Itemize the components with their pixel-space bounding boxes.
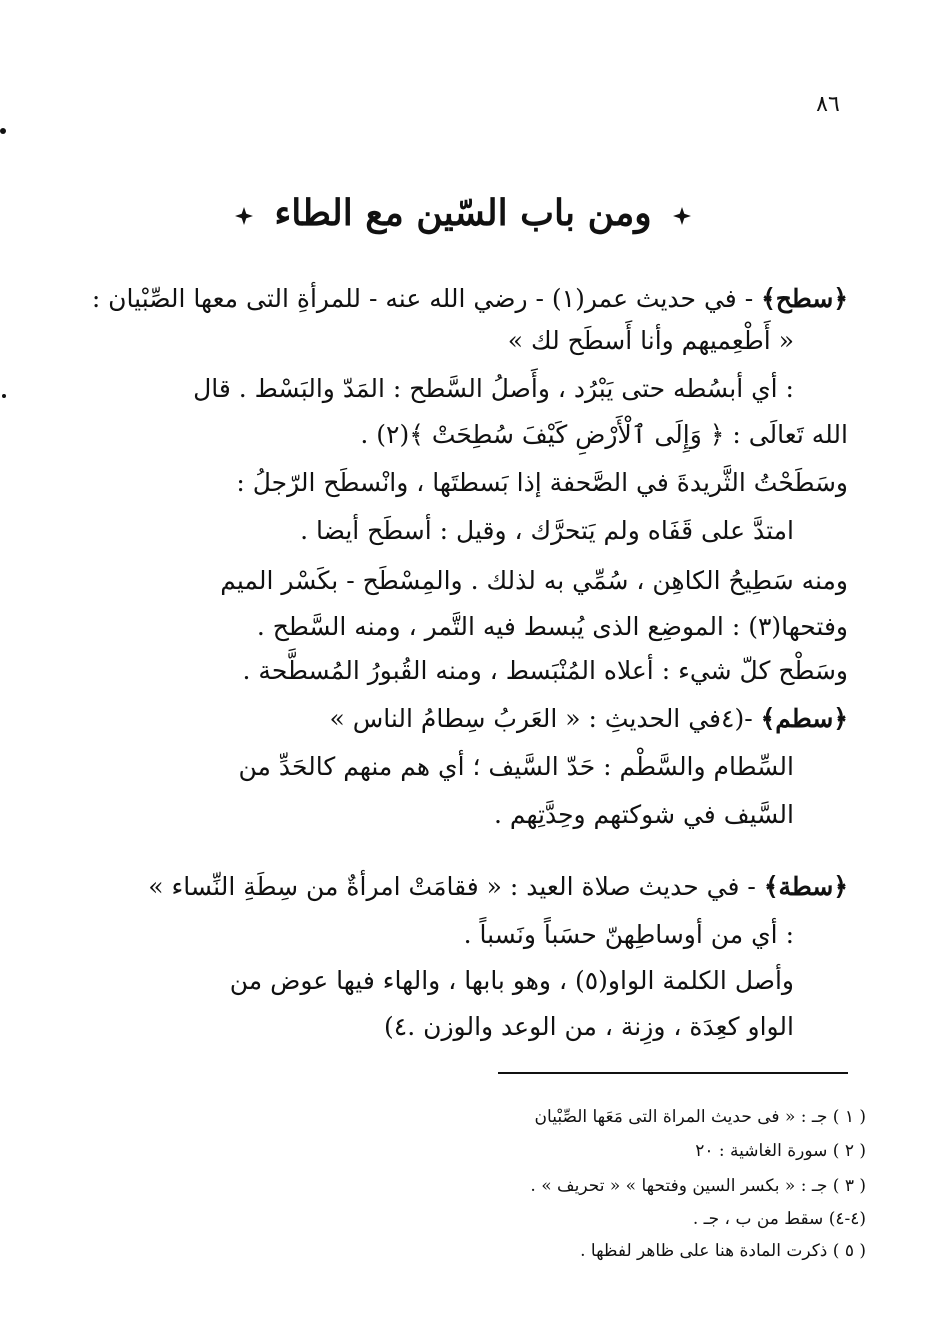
- entry-line: وسَطْح كلّ شيء : أعلاه المُنْبَسط ، ومنه القُبورُ المُسطَّحة .: [242, 656, 848, 685]
- entry-line: ﴿سطم﴾ -(٤في الحديثِ : « العَربُ سِطامُ الناس »: [329, 704, 848, 733]
- footnote: (٤-٤) سقط من ب ، جـ .: [692, 1209, 866, 1229]
- footnote-divider: [498, 1072, 848, 1074]
- entry-line: الله تَعالَى : ﴿ وَإِلَى ٱلْأَرْضِ كَيْفَ سُطِحَتْ ﴾(٢) .: [360, 420, 848, 449]
- footnote: ( ٢ ) سورة الغاشية : ٢٠: [695, 1141, 866, 1161]
- entry-line: ﴿سطة﴾ - في حديث صلاة العيد : « فقامَتْ امرأةٌ من سِطَةِ النِّساء »: [148, 872, 848, 901]
- ornament-left-icon: [234, 206, 254, 226]
- chapter-title-text: ومن باب السّين مع الطاء: [274, 192, 652, 234]
- entry-line: ومنه سَطِيحُ الكاهِن ، سُمِّي به لذلك . والمِسْطَح - بكَسْر الميم: [220, 566, 848, 595]
- entry-keyword: ﴿سطم﴾: [760, 704, 848, 733]
- footnote: ( ١ ) جـ : « فى حديث المراة التى مَعَها الصِّبْيان: [534, 1107, 866, 1127]
- footnote: ( ٥ ) ذكرت المادة هنا على ظاهر لفظها .: [580, 1241, 866, 1261]
- entry-line: « أَطْعِميهم وأنا أَسطَح لك »: [507, 326, 794, 355]
- footnote: ( ٣ ) جـ : « بكسر السين وفتحها » « تحريف » .: [530, 1176, 866, 1196]
- margin-mark: [0, 128, 6, 134]
- entry-line: السِّطام والسَّطْم : حَدّ السَّيف ؛ أي هم منهم كالحَدِّ من: [238, 752, 794, 781]
- entry-keyword: ﴿سطح﴾: [761, 284, 848, 313]
- entry-line: وسَطَحْتُ الثَّريدةَ في الصَّحفة إذا بَسطتَها ، وانْسطَح الرّجلُ :: [236, 468, 848, 497]
- entry-line: وأصل الكلمة الواو(٥) ، وهو بابها ، والهاء فيها عوض من: [229, 966, 794, 995]
- entry-line: وفتحها(٣) : الموضِع الذى يُبسط فيه التَّمر ، ومنه السَّطح .: [256, 612, 848, 641]
- entry-line: : أي أبسُطه حتى يَبْرُد ، وأَصلُ السَّطح : المَدّ والبَسْط . قال: [193, 374, 794, 403]
- entry-line: : أي من أوساطِهنّ حسَباً ونَسباً .: [463, 920, 794, 949]
- entry-line: ﴿سطح﴾ - في حديث عمر(١) - رضي الله عنه - للمرأةِ التى معها الصِّبْيان :: [91, 284, 848, 313]
- entry-line: امتدَّ على قَفَاه ولم يَتحرَّك ، وقيل : أسطَح أيضا .: [300, 516, 794, 545]
- ornament-right-icon: [672, 206, 692, 226]
- chapter-title: [140, 192, 786, 234]
- entry-line: الواو كعِدَة ، وزِنة ، من الوعد والوزن .٤): [384, 1012, 794, 1041]
- entry-keyword: ﴿سطة﴾: [763, 872, 848, 901]
- page-number: ٨٦: [816, 92, 840, 117]
- margin-mark: [2, 394, 6, 398]
- entry-line: السَّيف في شوكتهم وحِدَّتِهم .: [493, 800, 794, 829]
